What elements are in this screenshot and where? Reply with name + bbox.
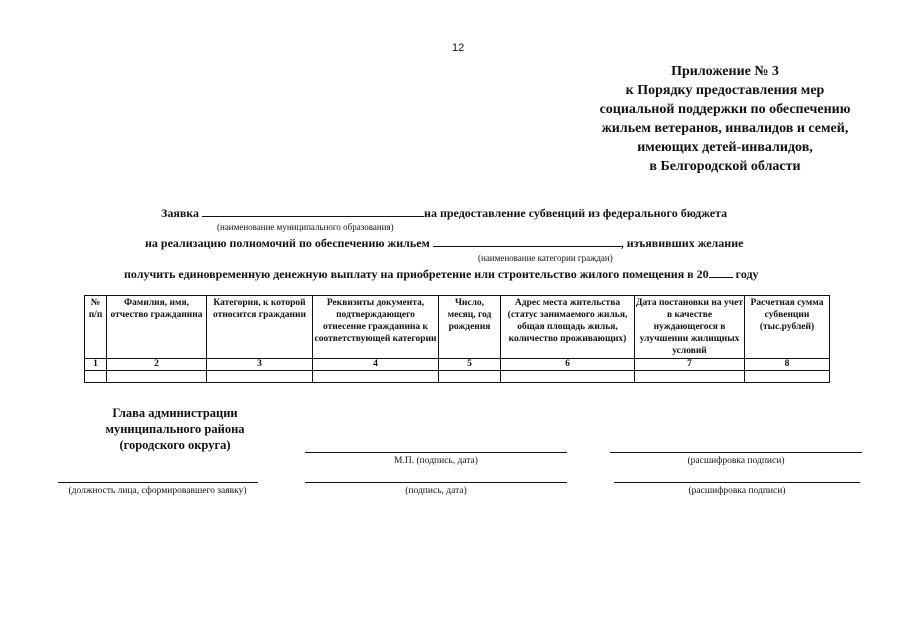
category-blank: [433, 236, 621, 247]
column-number: 6: [501, 359, 635, 371]
column-number: 1: [85, 359, 107, 371]
table-header-cell: Фамилия, имя, отчество гражданина: [107, 296, 207, 359]
table-cell: [313, 371, 439, 383]
mp-caption: М.П. (подпись, дата): [394, 456, 478, 466]
municipality-blank: [202, 206, 424, 217]
table-cell: [501, 371, 635, 383]
application-line-2-end: , изъявивших желание: [620, 236, 744, 250]
page-number: 12: [452, 42, 465, 54]
appendix-line: в Белгородской области: [649, 159, 801, 174]
position-caption: (должность лица, сформировавшего заявку): [68, 486, 247, 496]
column-number: 2: [107, 359, 207, 371]
table-header-cell: Расчетная сумма субвенции (тыс.рублей): [745, 296, 830, 359]
table-cell: [85, 371, 107, 383]
year-blank: [709, 267, 733, 278]
application-table: [84, 295, 830, 383]
signature-line-decode-2: [614, 482, 860, 483]
table-empty-row: [85, 371, 830, 383]
decode-caption-1: (расшифровка подписи): [687, 456, 785, 466]
table-number-row: [85, 359, 830, 371]
table-header-cell: Дата постановки на учет в качестве нуждающегося в улучшении жилищных условий: [635, 296, 745, 359]
column-number: 8: [745, 359, 830, 371]
table-cell: [745, 371, 830, 383]
head-of-administration-title: Глава администрации муниципального района (городского округа): [105, 406, 245, 452]
table-header-cell: Реквизиты документа, подтверждающего отнесение гражданина к соответствующей категории: [313, 296, 439, 359]
column-number: 3: [207, 359, 313, 371]
appendix-line: Приложение № 3: [671, 64, 779, 79]
column-number: 5: [439, 359, 501, 371]
table-header-row: [85, 296, 830, 359]
table-header-cell: Число, месяц, год рождения: [439, 296, 501, 359]
signature-line-mp: [305, 452, 567, 453]
decode-caption-2: (расшифровка подписи): [688, 486, 786, 496]
application-line-2-text: на реализацию полномочий по обеспечению жильем: [145, 236, 430, 250]
table-cell: [207, 371, 313, 383]
column-number: 4: [313, 359, 439, 371]
application-line-2: [145, 236, 743, 251]
application-line-3-text: получить единовременную денежную выплату на приобретение или строительство жилого помещения в 20: [124, 267, 709, 281]
table-cell: [439, 371, 501, 383]
column-number: 7: [635, 359, 745, 371]
signature-line-position: [58, 482, 258, 483]
table-cell: [635, 371, 745, 383]
appendix-line: социальной поддержки по обеспечению: [599, 102, 851, 117]
application-line-3-end: году: [735, 267, 759, 281]
appendix-line: жильем ветеранов, инвалидов и семей,: [601, 121, 849, 136]
table-header-cell: Категория, к которой относится граждании: [207, 296, 313, 359]
appendix-header: [540, 62, 905, 176]
application-line-1-text: на предоставление субвенций из федерального бюджета: [424, 206, 728, 220]
application-line-3: [124, 267, 759, 282]
signature-line-decode-1: [610, 452, 862, 453]
sign-caption: (подпись, дата): [405, 486, 467, 496]
signature-line-sign: [305, 482, 567, 483]
hint-municipality: (наименование муниципального образования): [217, 222, 394, 232]
hint-category: (наименование категории граждан): [478, 253, 613, 263]
table-header-cell: № п/п: [85, 296, 107, 359]
appendix-line: к Порядку предоставления мер: [625, 83, 825, 98]
application-word: Заявка: [161, 206, 200, 220]
table-cell: [107, 371, 207, 383]
table-header-cell: Адрес места жительства (статус занимаемого жилья, общая площадь жилья, количество проживающих): [501, 296, 635, 359]
appendix-line: имеющих детей-инвалидов,: [637, 140, 813, 155]
application-line-1: [161, 206, 727, 221]
